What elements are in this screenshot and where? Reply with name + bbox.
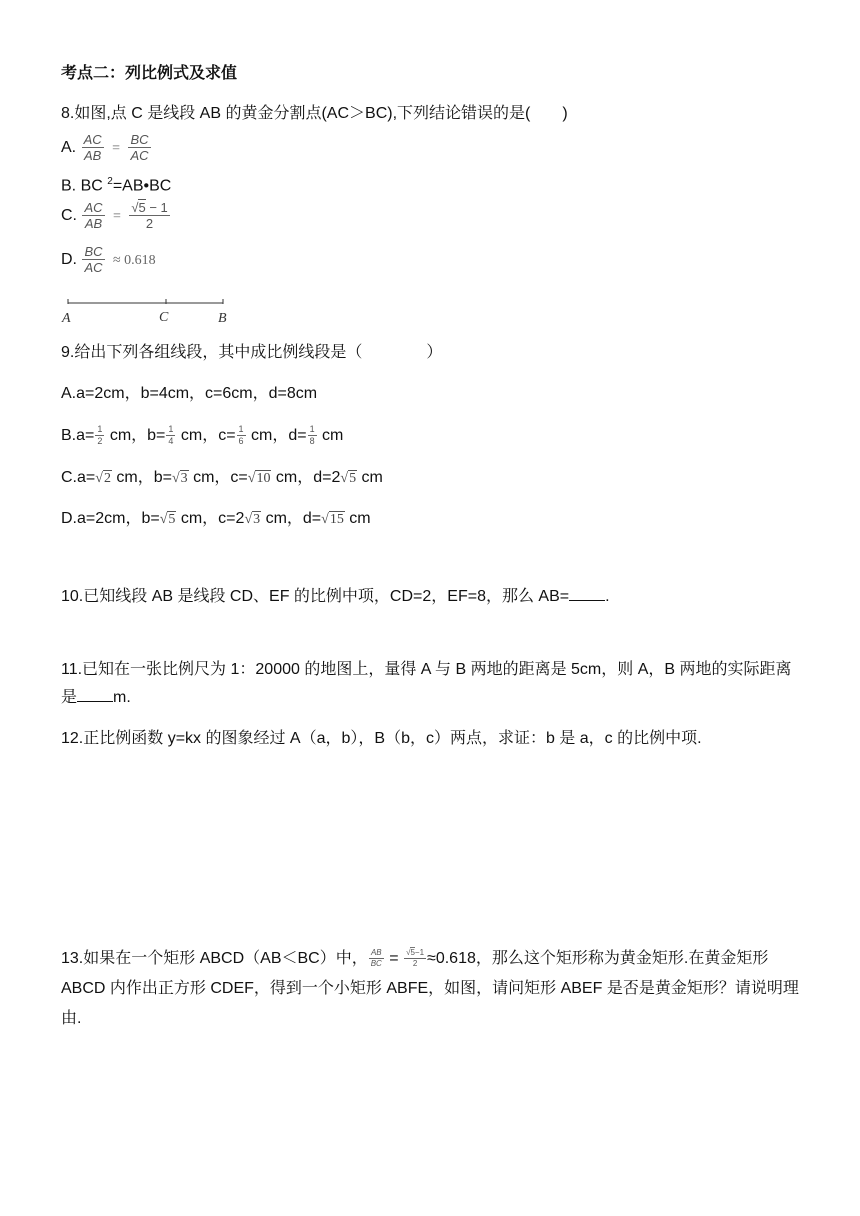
q9-option-c — [61, 468, 383, 489]
q13-text: ≈0.618，那么这个矩形称为黄金矩形.在黄金矩形 ABCD 内作出正方形 CDEF，得到一个小矩形 ABFE，如图，请问矩形 ABEF 是否是黄金矩形？请说明理由. — [61, 950, 799, 1027]
frac-den: AB — [83, 148, 102, 164]
text: m. — [113, 689, 131, 706]
frac-num: AB — [369, 949, 384, 959]
text: cm — [317, 427, 344, 444]
frac-num: BC — [130, 132, 149, 148]
q9-option-b — [61, 424, 343, 448]
fraction — [166, 425, 175, 446]
frac-den: 4 — [168, 436, 174, 447]
q8-c-label: C. — [61, 207, 77, 224]
fraction — [95, 425, 104, 446]
frac-den: 6 — [238, 436, 244, 447]
fraction — [308, 425, 317, 446]
frac-num: √5 − 1 — [131, 200, 168, 216]
frac-den: 2 — [145, 216, 154, 232]
text: cm，c= — [176, 427, 236, 444]
point-c-label: C — [159, 310, 169, 325]
section-title: 考点二：列比例式及求值 — [61, 65, 238, 82]
sqrt: √2 — [95, 471, 111, 486]
q13-text: 13.如果在一个矩形 ABCD（AB＜BC）中， — [61, 950, 368, 967]
q8-b-rest: =AB•BC — [112, 177, 172, 195]
text: cm，d= — [261, 510, 322, 527]
text: . — [605, 588, 610, 605]
frac-num: AC — [84, 200, 103, 216]
point-a-label: A — [62, 311, 71, 326]
q9-option-d — [61, 509, 371, 530]
frac-den: 2 — [412, 959, 418, 969]
frac-num: BC — [84, 244, 103, 260]
q9-stem: 9.给出下列各组线段，其中成比例线段是（ ） — [61, 344, 443, 361]
radicand: 15 — [329, 512, 344, 527]
text: cm — [357, 469, 383, 486]
q8-option-c — [61, 198, 171, 235]
sqrt: √3 — [244, 512, 261, 527]
q12: 12.正比例函数 y=kx 的图象经过 A（a，b），B（b，c）两点，求证：b 是 a，c 的比例中项. — [61, 730, 702, 747]
segment-figure — [58, 294, 238, 326]
sqrt: √10 — [247, 471, 271, 486]
radicand: 3 — [253, 512, 261, 527]
sqrt: √15 — [321, 512, 344, 527]
radicand: 5 — [168, 512, 176, 527]
frac-den: BC — [370, 959, 382, 969]
sqrt: √5 — [340, 471, 357, 486]
q8-c-left-frac — [82, 201, 104, 230]
q8-c-right-frac — [129, 201, 169, 230]
sqrt: √5 — [159, 512, 176, 527]
equals-sign: = — [384, 950, 404, 967]
q10-text: 10.已知线段 AB 是线段 CD、EF 的比例中项，CD=2，EF=8，那么 AB= — [61, 588, 570, 605]
frac-num: 1 — [97, 424, 103, 435]
q8-a-left-frac — [82, 133, 104, 162]
text: cm，b= — [111, 469, 172, 486]
minus-one: − 1 — [149, 200, 168, 216]
equals-sign: = — [112, 209, 121, 224]
q8-stem: 8.如图,点 C 是线段 AB 的黄金分割点(AC＞BC),下列结论错误的是( ) — [61, 105, 568, 122]
text: cm，b= — [105, 427, 166, 444]
text: cm，c=2 — [176, 510, 245, 527]
q10 — [61, 586, 610, 607]
fraction — [369, 949, 384, 968]
radicand: 5 — [349, 471, 357, 486]
q8-a-right-frac — [128, 133, 150, 162]
text: cm — [344, 510, 371, 527]
frac-num: √5−1 — [406, 948, 425, 958]
radicand: 2 — [103, 471, 111, 486]
radicand: 5 — [410, 948, 415, 958]
frac-den: 8 — [309, 436, 315, 447]
q8-b-label: B. BC — [61, 177, 103, 195]
frac-den: AC — [84, 260, 103, 276]
text: cm，c= — [188, 469, 248, 486]
fraction — [404, 949, 426, 968]
q8-d-frac — [82, 245, 104, 274]
equals-sign: = — [112, 141, 120, 156]
text: C.a= — [61, 469, 96, 486]
fraction — [237, 425, 246, 446]
frac-den: AB — [84, 216, 103, 232]
frac-num: 1 — [238, 424, 244, 435]
point-b-label: B — [218, 311, 227, 326]
q8-option-a — [61, 130, 152, 167]
frac-num: AC — [83, 132, 102, 148]
q8-option-d — [61, 242, 159, 279]
answer-blank[interactable] — [569, 586, 605, 601]
frac-den: AC — [130, 148, 149, 164]
frac-num: 1 — [168, 424, 174, 435]
q8-d-label: D. — [61, 251, 77, 268]
minus-one: −1 — [414, 948, 425, 958]
radicand: 5 — [138, 200, 146, 216]
q9-option-a: A.a=2cm，b=4cm，c=6cm，d=8cm — [61, 385, 318, 402]
text: D.a=2cm，b= — [61, 510, 160, 527]
q13 — [61, 944, 801, 1034]
frac-num: 1 — [309, 424, 315, 435]
text: cm，d= — [246, 427, 307, 444]
q11-text: 11.已知在一张比例尺为 1：20000 的地图上，量得 A 与 B 两地的距离是 5cm，则 A，B 两地的实际距离是 — [61, 661, 792, 706]
approx-value: ≈ 0.618 — [112, 253, 156, 268]
text: B.a= — [61, 427, 95, 444]
text: cm，d=2 — [271, 469, 341, 486]
q8-option-b — [61, 172, 171, 196]
q11 — [61, 656, 801, 712]
sqrt: √3 — [171, 471, 188, 486]
q8-a-label: A. — [61, 139, 77, 156]
radicand: 3 — [180, 471, 188, 486]
answer-blank[interactable] — [77, 687, 113, 702]
frac-den: 2 — [97, 436, 103, 447]
radicand: 10 — [256, 471, 271, 486]
superscript: 2 — [107, 176, 113, 187]
